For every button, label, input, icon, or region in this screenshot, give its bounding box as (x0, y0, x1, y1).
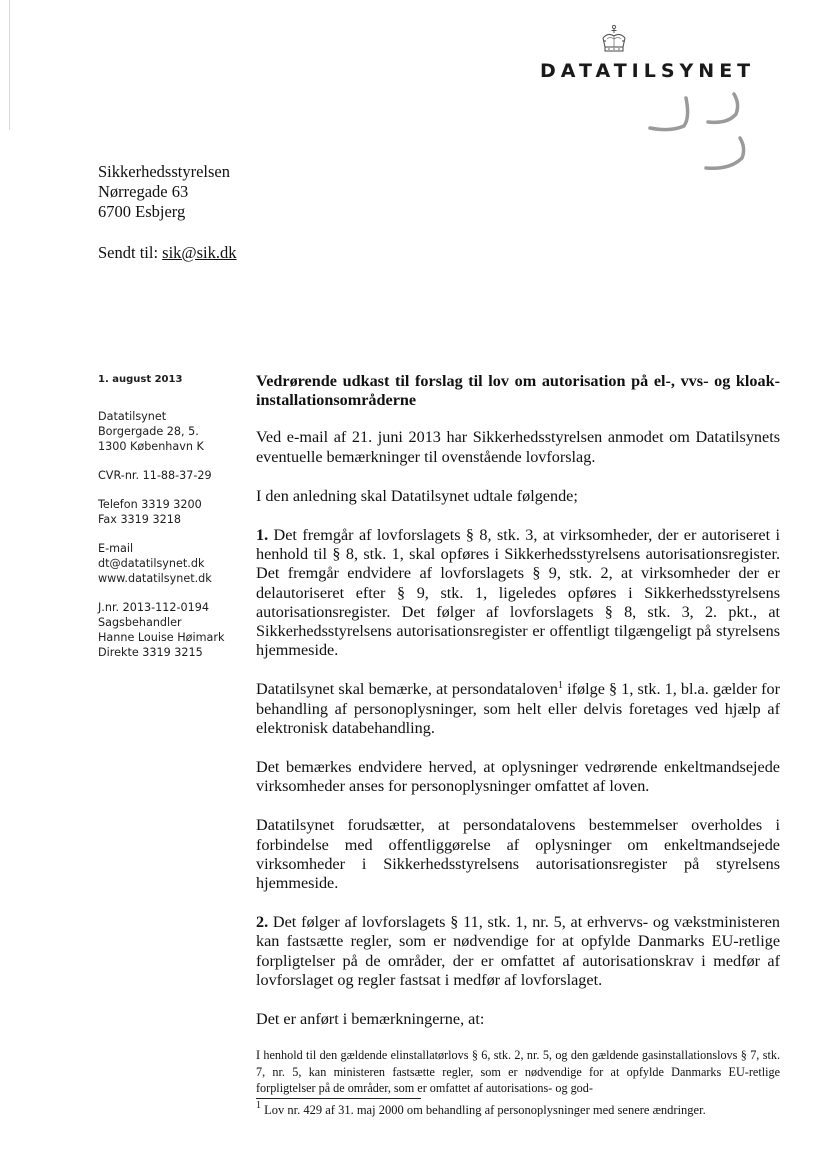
scan-edge-line (9, 0, 10, 130)
sent-to-label: Sendt til: (98, 243, 159, 262)
recipient-name: Sikkerhedsstyrelsen (98, 162, 230, 181)
handler-label: Sagsbehandler (98, 616, 182, 629)
footnote-divider (256, 1098, 421, 1099)
letter-body (256, 372, 780, 1097)
logo-wordmark: DATATILSYNET (540, 60, 756, 82)
footnote (256, 1102, 780, 1118)
sender-contact-block (98, 541, 248, 586)
sender-email-link[interactable]: dt@datatilsynet.dk (98, 557, 205, 570)
letter-date: 1. august 2013 (98, 374, 183, 385)
footnote-text: Lov nr. 429 af 31. maj 2000 om behandling af personoplysninger med senere ændringer. (261, 1103, 706, 1117)
sender-web-link[interactable]: www.datatilsynet.dk (98, 572, 212, 585)
sender-fax: Fax 3319 3218 (98, 513, 181, 526)
case-info-block (98, 600, 248, 660)
paragraph-4-text-b: ifølge § 1, stk. 1, bl.a. gælder for behandling af personoplysninger, som helt eller delvis foretages ved hjælp af elektronisk databehandling. (256, 680, 780, 737)
handler-direct-phone: Direkte 3319 3215 (98, 646, 203, 659)
section-number-2: 2. (256, 913, 269, 932)
recipient-email-link[interactable]: sik@sik.dk (162, 243, 237, 262)
sent-to-line (98, 243, 237, 263)
quoted-remarks: I henhold til den gældende elinstallatørlovs § 6, stk. 2, nr. 5, og den gældende gasinstallationslovs § 7, stk. 7, nr. 5, kan ministeren fastsætte regler, som er nødvendige for at opfylde Danmarks EU-retlige forpligtelser på de områder, som er omfattet af autorisations- og god- (256, 1048, 780, 1096)
paragraph-4-text-a: Datatilsynet skal bemærke, at persondataloven (256, 680, 558, 699)
recipient-city: 6700 Esbjerg (98, 202, 186, 221)
sender-email-label: E-mail (98, 542, 134, 555)
letter-subject: Vedrørende udkast til forslag til lov om autorisation på el-, vvs- og kloak-installationsområderne (256, 372, 780, 410)
datatilsynet-logo (540, 24, 770, 84)
sender-cvr-block (98, 468, 248, 483)
paragraph-3 (256, 526, 780, 660)
sender-city: 1300 København K (98, 440, 204, 453)
paragraph-8: Det er anført i bemærkningerne, at: (256, 1010, 485, 1029)
paragraph-5: Det bemærkes endvidere herved, at oplysninger vedrørende enkeltmandsejede virksomheder anses for personoplysninger omfattet af loven. (256, 758, 780, 796)
paragraph-7 (256, 913, 780, 990)
sender-sidebar (98, 372, 248, 674)
paragraph-3-text: Det fremgår af lovforslagets § 8, stk. 3, at virksomheder, der er autoriseret i henhold til § 8, stk. 1, skal opføres i Sikkerhedsstyrelsens autorisationsregister. Det fremgår endvidere af lovforslagets § 9, stk. 2, at virksomheder der er delautoriseret efter § 9, stk. 1, ligeledes opføres i Sikkerhedsstyrelsens autorisationsregister. Det følger af lovforslagets § 8, stk. 3, 2. pkt., at Sikkerhedsstyrelsens autorisationsregister er offentligt tilgængeligt på styrelsens hjemmeside. (256, 526, 780, 660)
recipient-address (98, 162, 230, 222)
paragraph-6: Datatilsynet forudsætter, at persondatalovens bestemmelser overholdes i forbindelse med offentliggørelse af oplysninger om enkeltmandsejede virksomheder i Sikkerhedsstyrelsens autorisationsregister på styrelsens hjemmeside. (256, 816, 780, 893)
handler-name: Hanne Louise Høimark (98, 631, 225, 644)
sender-cvr: CVR-nr. 11-88-37-29 (98, 469, 212, 482)
journal-number: J.nr. 2013-112-0194 (98, 601, 209, 614)
royal-crown-icon (597, 24, 631, 58)
paragraph-2: I den anledning skal Datatilsynet udtale følgende; (256, 486, 578, 505)
section-number-1: 1. (256, 526, 269, 545)
sender-org: Datatilsynet (98, 410, 167, 423)
sender-phone: Telefon 3319 3200 (98, 498, 202, 511)
paragraph-4 (256, 680, 780, 738)
handwritten-initials-mark (640, 88, 760, 178)
sender-phone-block (98, 497, 248, 527)
sender-address (98, 409, 248, 454)
sender-street: Borgergade 28, 5. (98, 425, 199, 438)
paragraph-7-text: Det følger af lovforslagets § 11, stk. 1, nr. 5, at erhvervs- og vækstministeren kan fastsætte regler, som er nødvendige for at opfylde Danmarks EU-retlige forpligtelser på de områder, der er omfattet af autorisationskrav i medfør af lovforslaget og regler fastsat i medfør af lovforslaget. (256, 913, 780, 989)
recipient-street: Nørregade 63 (98, 182, 189, 201)
paragraph-1: Ved e-mail af 21. juni 2013 har Sikkerhedsstyrelsen anmodet om Datatilsynets eventuelle bemærkninger til ovenstående lovforslag. (256, 428, 780, 466)
footnote-number: 1 (256, 1100, 261, 1111)
footnote-reference[interactable]: 1 (558, 680, 563, 692)
